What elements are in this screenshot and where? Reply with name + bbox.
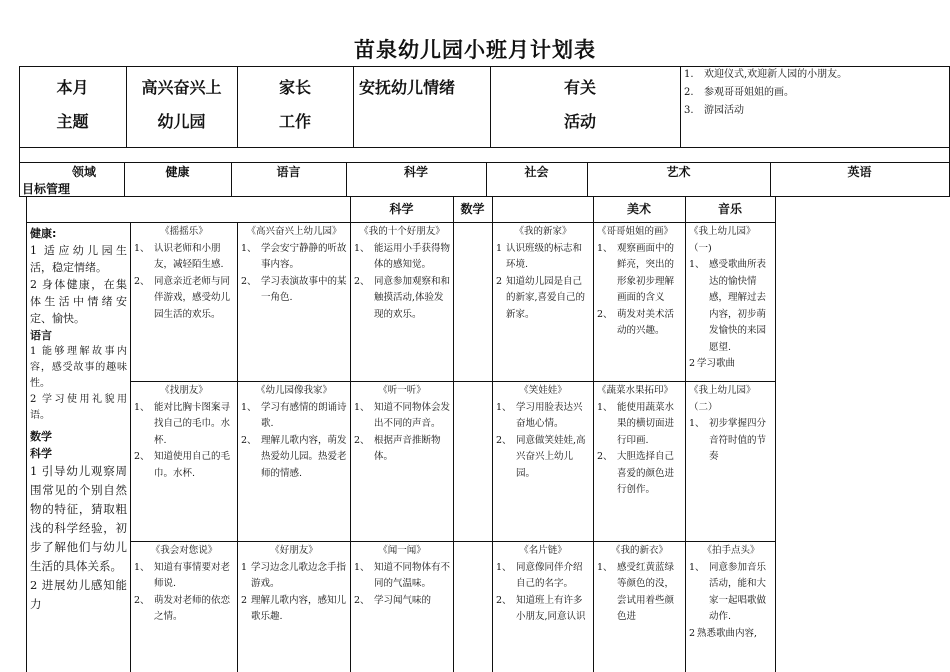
header-social: 社会 [524,165,549,179]
header-language: 语言 [276,165,301,179]
rule [237,222,238,672]
row3-social: 《名片链》 1、 同意像同伴介绍自己的名字。 2、 知道班上有许多小朋友,同意认识 [496,545,586,622]
page-title: 苗泉幼儿园小班月计划表 [354,38,596,62]
rule [775,196,776,223]
row2-health: 《找朋友》 1、 能对比胸卡图案寻找自己的毛巾。水杯. 2、 知道使用自己的毛巾。水杯. [134,385,231,479]
family-work-label: 家长 工作 [278,78,311,131]
rule [130,541,776,542]
row1-fine-art: 《哥哥姐姐的画》 1、 观察画面中的鲜亮，突出的形象初步理解画面的含义 2、 萌发对美术活动的兴趣。 [597,226,675,336]
subheader-fine-art: 美术 [626,202,651,216]
row2-music: 《我上幼儿园》（二） 1、 初步掌握四分音符时值的节奏 [689,385,767,462]
rule [685,196,686,672]
theme-value: 高兴奋兴上 幼儿园 [141,78,222,131]
rule [680,66,681,147]
theme-label: 本月 主题 [56,78,89,131]
row2-social: 《笑娃娃》 1、 学习用脸表达兴奋地心情。 2、 同意做笑娃娃,高兴奋兴上幼儿园。 [496,385,586,479]
row1-music: 《我上幼儿园》（一) 1、 感受歌曲所表达的愉快情感，理解过去内容，初步萌发愉快的来园愿望. 2 学习歌曲 [689,226,767,369]
rule [26,196,27,672]
list-item: 3. 游园活动 [684,105,744,116]
row1-health: 《摇摇乐》 1、 认识老师和小朋友，减轻陌生感. 2、 同意亲近老师与同伴游戏，感受幼儿园生活的欢乐。 [134,226,231,320]
rule [350,196,351,672]
rule [130,381,776,382]
row3-fine-art: 《我的新衣》 1、 感受红黄蓝绿等颜色的没，尝试用着些颜色进 [597,545,675,622]
header-english: 英语 [847,165,872,179]
activity-label: 有关 活动 [563,78,596,131]
rule [19,162,20,196]
row2-science: 《听一听》 1、 知道不同物体会发出不同的声音。 2、 根据声音推断物体。 [354,385,450,462]
row3-science: 《闻一闻》 1、 知道不同物体有不同的气温味。 2、 学习闻气味的 [354,545,450,606]
row3-health: 《我会对您说》 1、 知道有事情要对老师说. 2、 萌发对老师的依恋之情。 [134,545,231,622]
family-work-value: 安抚幼儿情绪 [359,78,456,97]
rule [593,196,594,672]
rule [492,196,493,672]
header-art: 艺术 [666,165,691,179]
row1-science: 《我的十个好朋友》 1、 能运用小手获得物体的感知觉。 2、 同意参加观察和和触摸活动,体验发现的欢乐。 [354,226,450,320]
list-item: 2. 参观哥哥姐姐的画。 [684,87,794,98]
rule [453,196,454,672]
header-science: 科学 [403,165,428,179]
list-item: 1. 欢迎仪式,欢迎新人园的小朋友。 [684,69,848,80]
rule [26,222,776,223]
subheader-music: 音乐 [717,202,742,216]
rule [19,196,950,197]
goals-column: 健康: 1 适应幼儿园生活，稳定情绪。 2 身体健康，在集体生活中情绪安定、愉快。 语言 1 能够理解故事内容，感受故事的趣味性。 2 学习使用礼貌用语。 数学 科学 1 引导幼儿观察周围常见的个别自然物的特征，猜取粗浅的科学经验，初步了解他们与幼儿生活的具体关系。 2 进展幼儿感知能力 [30,227,127,611]
header-goal-mgmt: 目标管理 [22,182,71,196]
row1-social: 《我的新家》 1 认识班级的标志和环境. 2 知道幼儿园是自己的新家,喜爱自己的新家。 [496,226,586,320]
row3-music: 《拍手点头》 1、 同意参加音乐活动，能和大家一起唱歌做动作. 2 熟悉歌曲内容, [689,545,767,639]
header-health: 健康 [165,165,190,179]
rule [130,222,131,672]
row3-language: 《好朋友》 1 学习边念儿歌边念手指游戏。 2 理解儿歌内容，感知儿歌乐趣. [241,545,347,622]
row2-language: 《幼儿园像我家》 1、 学习有感情的朗诵诗歌. 2、 理解儿歌内容，萌发热爱幼儿园。热爱老师的情感. [241,385,347,479]
header-field: 领域 [71,165,96,179]
rule [19,147,950,148]
subheader-math: 数学 [460,202,485,216]
subheader-science: 科学 [389,202,414,216]
activity-list [684,66,948,120]
rule [775,222,776,672]
row2-fine-art: 《蔬菜水果拓印》 1、 能使用蔬菜水果的横切面进行印画. 2、 大胆选择自己喜爱的颜色进行创作。 [597,385,675,495]
row1-language: 《高兴奋兴上幼儿园》 1、 学会安宁静静的听故事内容。 2、 学习表演故事中的某一角色. [241,226,347,303]
